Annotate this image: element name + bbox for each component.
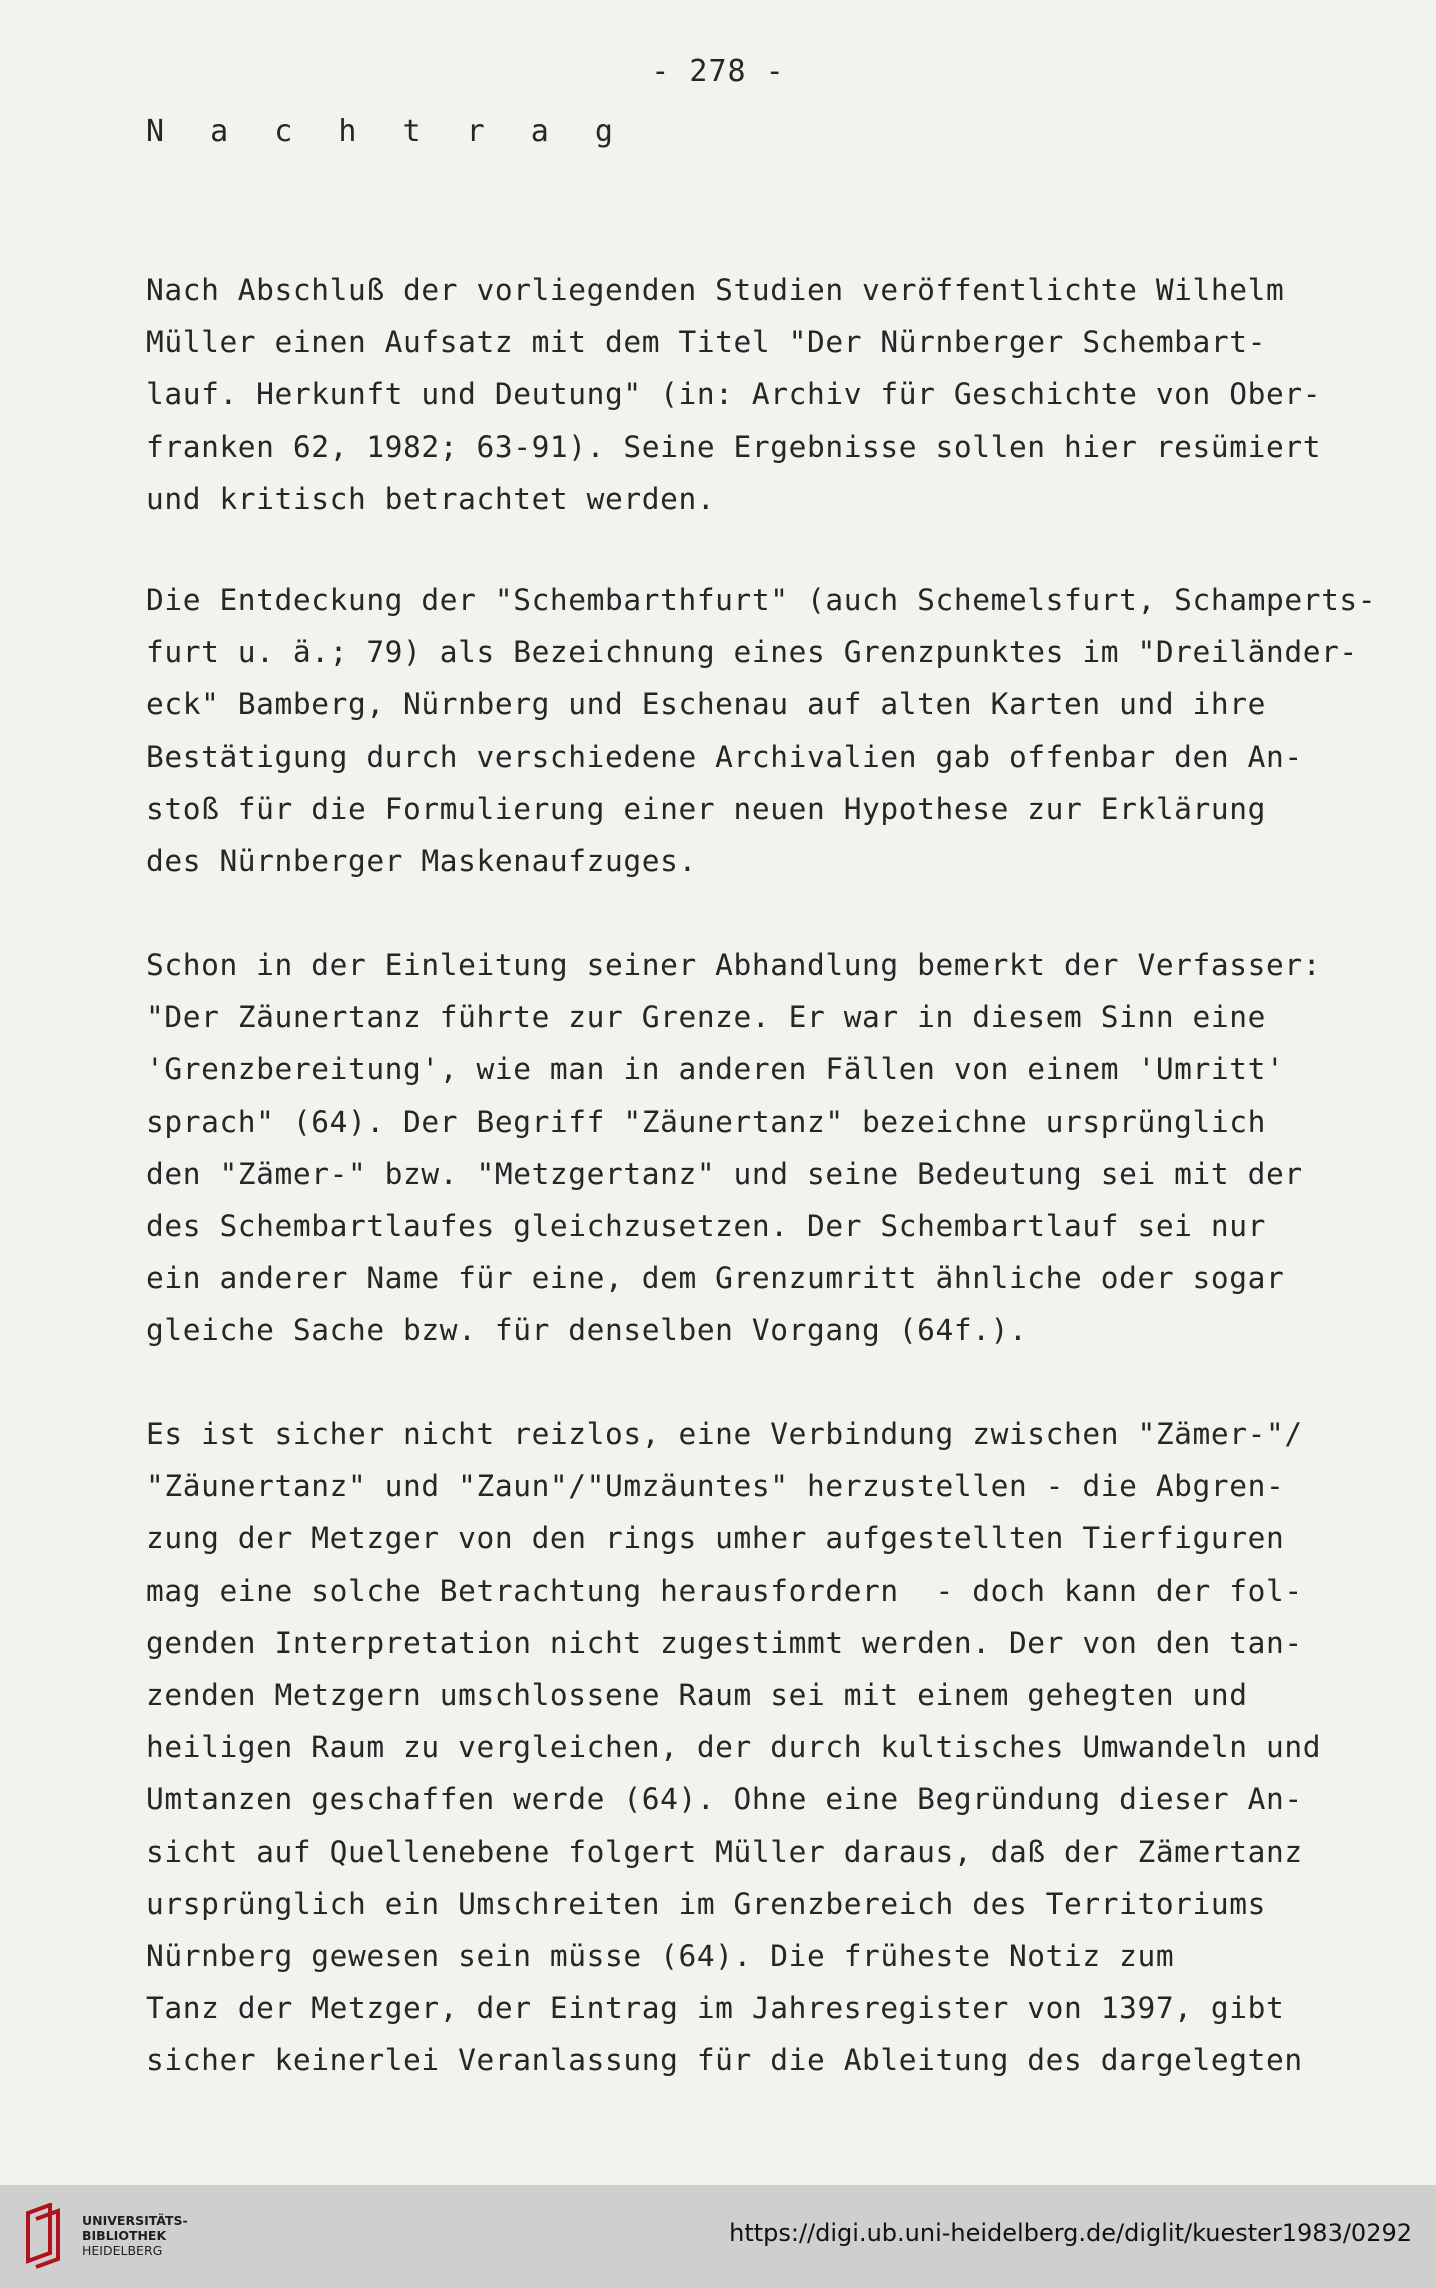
library-logo-text	[82, 2213, 188, 2258]
text-line: und kritisch betrachtet werden.	[146, 481, 716, 516]
text-line: den "Zämer-" bzw. "Metzgertanz" und seine Bedeutung sei mit der	[146, 1156, 1303, 1191]
text-line: Schon in der Einleitung seiner Abhandlung bemerkt der Verfasser:	[146, 948, 1322, 982]
text-line: sicht auf Quellenebene folgert Müller daraus, daß der Zämertanz	[146, 1834, 1303, 1869]
text-line: Nach Abschluß der vorliegenden Studien veröffentlichte Wilhelm	[146, 273, 1285, 307]
text-line: Es ist sicher nicht reizlos, eine Verbindung zwischen "Zämer-"/	[146, 1417, 1303, 1451]
text-line: zenden Metzgern umschlossene Raum sei mit einem gehegten und	[146, 1677, 1248, 1712]
text-line: Nürnberg gewesen sein müsse (64). Die früheste Notiz zum	[146, 1938, 1175, 1973]
text-line: stoß für die Formulierung einer neuen Hypothese zur Erklärung	[146, 791, 1266, 826]
text-line: sicher keinerlei Veranlassung für die Ableitung des dargelegten	[146, 2043, 1303, 2078]
text-line: des Schembartlaufes gleichzusetzen. Der Schembartlauf sei nur	[146, 1208, 1266, 1243]
text-line: mag eine solche Betrachtung herausfordern - doch kann der fol-	[146, 1573, 1303, 1608]
text-line: Tanz der Metzger, der Eintrag im Jahresregister von 1397, gibt	[146, 1991, 1285, 2026]
library-logo-icon	[22, 2203, 68, 2269]
text-line: des Nürnberger Maskenaufzuges.	[146, 843, 697, 878]
text-line: Die Entdeckung der "Schembarthfurt" (auch Schemelsfurt, Schamperts-	[146, 583, 1377, 617]
paragraph-3	[146, 939, 1326, 1357]
paragraph-4	[146, 1408, 1326, 2086]
text-line: Umtanzen geschaffen werde (64). Ohne eine Begründung dieser An-	[146, 1782, 1303, 1817]
text-line: gleiche Sache bzw. für denselben Vorgang (64f.).	[146, 1313, 1028, 1348]
logo-line-1: UNIVERSITÄTS-	[82, 2213, 188, 2228]
footer-bar	[0, 2185, 1436, 2288]
text-line: sprach" (64). Der Begriff "Zäunertanz" bezeichne ursprünglich	[146, 1104, 1266, 1139]
text-line: heiligen Raum zu vergleichen, der durch kultisches Umwandeln und	[146, 1730, 1322, 1765]
text-line: zung der Metzger von den rings umher aufgestellten Tierfiguren	[146, 1521, 1285, 1556]
text-line: "Der Zäunertanz führte zur Grenze. Er war in diesem Sinn eine	[146, 1000, 1266, 1035]
text-line: furt u. ä.; 79) als Bezeichnung eines Grenzpunktes im "Dreiländer-	[146, 635, 1358, 670]
paragraph-1	[146, 264, 1326, 525]
text-line: Bestätigung durch verschiedene Archivalien gab offenbar den An-	[146, 739, 1303, 774]
text-line: 'Grenzbereitung', wie man in anderen Fällen von einem 'Umritt'	[146, 1052, 1285, 1087]
text-line: franken 62, 1982; 63-91). Seine Ergebnisse sollen hier resümiert	[146, 429, 1322, 464]
source-url-link[interactable]: https://digi.ub.uni-heidelberg.de/diglit/kuester1983/0292	[729, 2219, 1412, 2247]
text-line: "Zäunertanz" und "Zaun"/"Umzäuntes" herzustellen - die Abgren-	[146, 1469, 1285, 1504]
text-line: ein anderer Name für eine, dem Grenzumritt ähnliche oder sogar	[146, 1261, 1285, 1296]
text-line: ursprünglich ein Umschreiten im Grenzbereich des Territoriums	[146, 1886, 1266, 1921]
text-line: genden Interpretation nicht zugestimmt werden. Der von den tan-	[146, 1625, 1303, 1660]
page-number: - 278 -	[651, 54, 785, 89]
logo-line-3: HEIDELBERG	[82, 2243, 163, 2258]
logo-line-2: BIBLIOTHEK	[82, 2228, 167, 2243]
section-heading: N a c h t r a g	[146, 114, 627, 149]
text-line: lauf. Herkunft und Deutung" (in: Archiv für Geschichte von Ober-	[146, 377, 1322, 412]
paragraph-2	[146, 574, 1377, 887]
text-line: Müller einen Aufsatz mit dem Titel "Der Nürnberger Schembart-	[146, 325, 1266, 360]
text-line: eck" Bamberg, Nürnberg und Eschenau auf alten Karten und ihre	[146, 687, 1266, 722]
